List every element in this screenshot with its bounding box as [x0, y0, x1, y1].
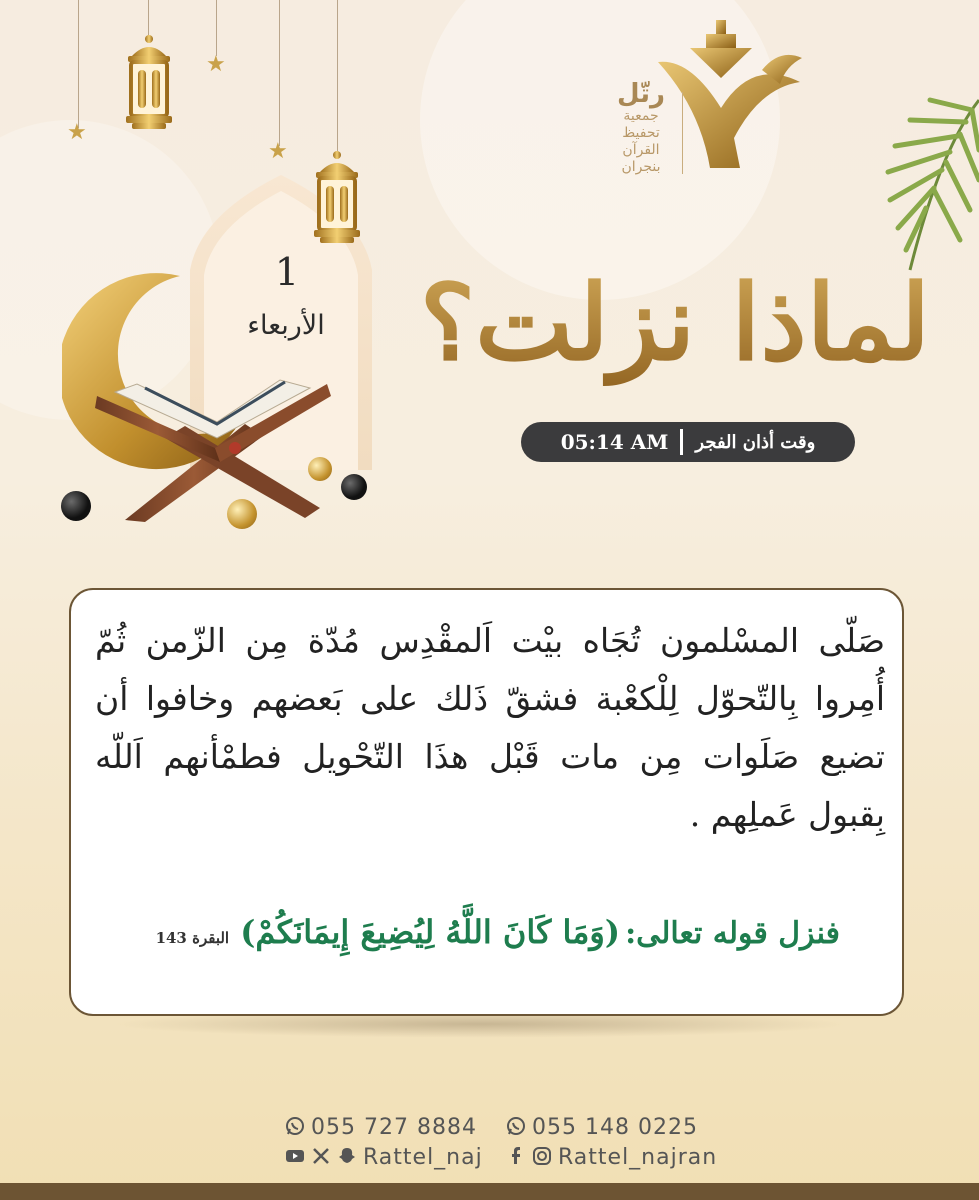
phone-number: 055 727 8884	[311, 1115, 477, 1140]
logo-divider	[682, 92, 683, 174]
hanging-thread	[279, 0, 280, 146]
pill-divider	[680, 429, 683, 455]
contact-social-right[interactable]	[506, 1145, 717, 1170]
hanging-thread	[78, 0, 79, 128]
logo-line: بنجران	[621, 159, 661, 175]
black-ball	[61, 491, 91, 521]
quote-line	[95, 913, 840, 951]
youtube-icon	[285, 1146, 305, 1166]
contact-social-left[interactable]	[285, 1145, 483, 1170]
star-icon: ★	[206, 52, 226, 77]
day-name: الأربعاء	[247, 310, 325, 341]
hanging-thread	[337, 0, 338, 155]
logo-text	[600, 80, 682, 176]
gold-ball	[308, 457, 332, 481]
x-icon	[311, 1146, 331, 1166]
quran-stand-icon	[95, 378, 335, 523]
prayer-time-value: 05:14 AM	[560, 430, 669, 454]
day-number: 1	[274, 250, 300, 294]
social-handle: Rattel_najran	[558, 1145, 718, 1170]
contact-phone-left[interactable]	[285, 1115, 477, 1140]
whatsapp-icon	[285, 1116, 305, 1136]
black-ball	[341, 474, 367, 500]
logo-line: القرآن	[622, 142, 660, 158]
social-handle: Rattel_naj	[363, 1145, 483, 1170]
bottom-bar	[0, 1183, 979, 1200]
star-icon: ★	[67, 120, 87, 145]
lantern-icon	[122, 34, 176, 132]
prayer-time-pill	[521, 422, 855, 462]
card-text: صَلّى المسْلمون تُجَاه بيْت اَلمقْدِس مُدّة مِن الزّمن ثُمّ أُمِروا بِالتّحوّل لِلْكعْبة فشقّ ذَلك على بَعضهم وخافوا أن تضيع صَلَوات مِن مات قَبْل هذَا التّحْويل فطمْأنهم اَللّه بِقبول عَملِهم .	[95, 621, 885, 834]
logo-line: تحفيظ	[622, 125, 660, 141]
whatsapp-icon	[506, 1116, 526, 1136]
page-title: لماذا نزلت؟	[405, 240, 945, 405]
gold-ball	[227, 499, 257, 529]
quote-intro: فنزل قوله تعالى:	[625, 916, 840, 951]
star-icon: ★	[268, 139, 288, 164]
snapchat-icon	[337, 1146, 357, 1166]
hanging-thread	[216, 0, 217, 56]
contact-phone-right[interactable]	[506, 1115, 698, 1140]
phone-number: 055 148 0225	[532, 1115, 698, 1140]
logo-line: جمعية	[623, 108, 659, 124]
quote-reference: البقرة 143	[155, 929, 230, 947]
prayer-time-label: وقت أذان الفجر	[695, 431, 816, 453]
logo-name: رتّل	[617, 79, 665, 109]
lantern-icon	[309, 150, 365, 246]
instagram-icon	[532, 1146, 552, 1166]
quote-ayah: (وَمَا كَانَ اللَّهُ لِيُضِيعَ إِيمَانَكُمْ)	[240, 913, 621, 951]
facebook-icon	[506, 1146, 526, 1166]
